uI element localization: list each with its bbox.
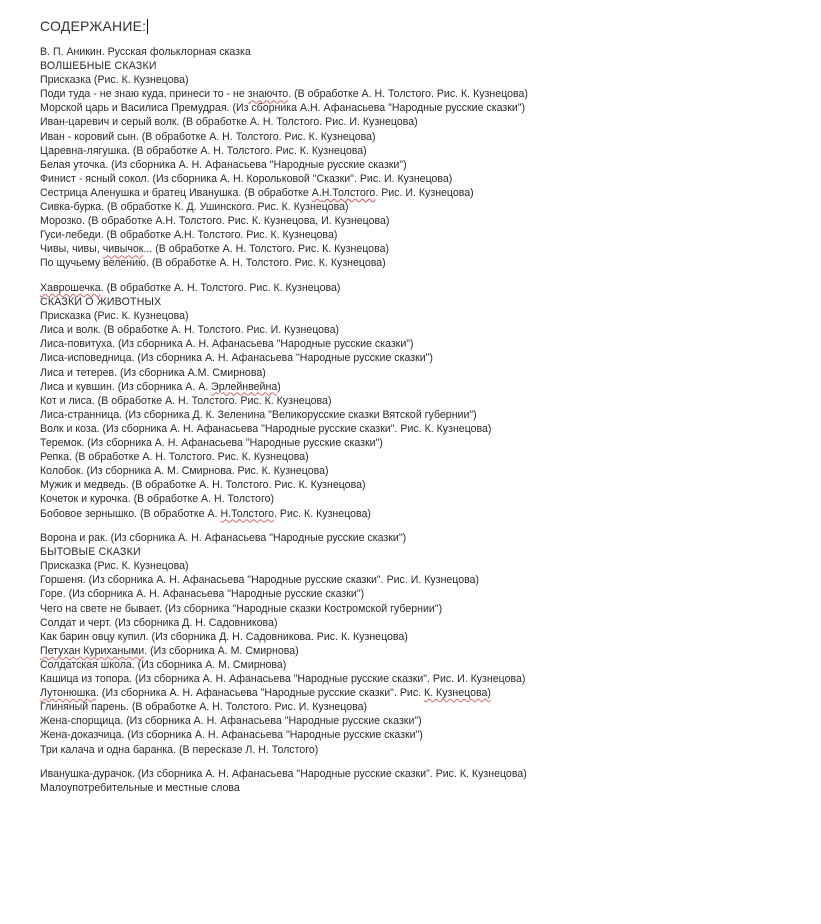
list-item: Лутонюшка. (Из сборника А. Н. Афанасьева "Народные русские сказки". Рис. К. Кузнецова) [40, 687, 491, 700]
list-item: Морской царь и Василиса Премудрая. (Из сборника А.Н. Афанасьева "Народные русские сказки") [40, 102, 526, 115]
page-title[interactable] [40, 16, 810, 37]
list-item: Солдатская школа. (Из сборника А. М. Смирнова) [40, 658, 287, 671]
list-item: Репка. (В обработке А. Н. Толстого. Рис. К. Кузнецова) [40, 451, 309, 464]
intro-line: В. П. Аникин. Русская фольклорная сказка [40, 46, 251, 58]
section-heading: ВОЛШЕБНЫЕ СКАЗКИ [40, 60, 157, 73]
list-item: Кот и лиса. (В обработке А. Н. Толстого. Рис. К. Кузнецова) [40, 394, 332, 407]
list-item: Три калача и одна баранка. (В пересказе Л. Н. Толстого) [40, 743, 319, 756]
section-heading: СКАЗКИ О ЖИВОТНЫХ [40, 296, 162, 309]
list-item: Колобок. (Из сборника А. М. Смирнова. Рис. К. Кузнецова) [40, 465, 329, 478]
list-item: Теремок. (Из сборника А. Н. Афанасьева "Народные русские сказки") [40, 437, 383, 450]
list-item: Бобовое зернышко. (В обработке А. Н.Толстого. Рис. К. Кузнецова) [40, 507, 371, 520]
list-item: Финист - ясный сокол. (Из сборника А. Н. Корольковой "Сказки". Рис. И. Кузнецова) [40, 172, 453, 185]
paragraph-gap [40, 757, 810, 768]
sections-container [40, 59, 810, 781]
list-item: Чего на свете не бывает. (Из сборника "Народные сказки Костромской губернии") [40, 602, 443, 615]
list-item: Морозко. (В обработке А.Н. Толстого. Рис. К. Кузнецова, И. Кузнецова) [40, 215, 390, 228]
list-item: Кашица из топора. (Из сборника А. Н. Афанасьева "Народные русские сказки". Рис. И. Кузнецова) [40, 673, 526, 686]
list-item: Присказка (Рис. К. Кузнецова) [40, 74, 189, 87]
section-heading: БЫТОВЫЕ СКАЗКИ [40, 546, 141, 559]
list-item: Иван-царевич и серый волк. (В обработке А. Н. Толстого. Рис. И. Кузнецова) [40, 116, 418, 129]
page-title-text: СОДЕРЖАНИЕ: [40, 18, 147, 34]
list-item: Царевна-лягушка. (В обработке А. Н. Толстого. Рис. К. Кузнецова) [40, 144, 367, 157]
list-item: Иванушка-дурачок. (Из сборника А. Н. Афанасьева "Народные русские сказки". Рис. К. Кузнецова) [40, 768, 527, 781]
list-item: Поди туда - не знаю куда, принеси то - не знаючто. (В обработке А. Н. Толстого. Рис. К. Кузнецова) [40, 88, 528, 101]
list-item: Петухан Курихаными. (Из сборника А. М. Смирнова) [40, 644, 299, 657]
list-item: Присказка (Рис. К. Кузнецова) [40, 310, 189, 323]
list-item: Сивка-бурка. (В обработке К. Д. Ушинского. Рис. К. Кузнецова) [40, 201, 349, 214]
list-item: Гуси-лебеди. (В обработке А.Н. Толстого. Рис. К. Кузнецова) [40, 229, 338, 242]
list-item: Хаврошечка. (В обработке А. Н. Толстого. Рис. К. Кузнецова) [40, 282, 341, 294]
text-cursor [147, 19, 148, 34]
list-item: Присказка (Рис. К. Кузнецова) [40, 560, 189, 573]
list-item: Лиса-повитуха. (Из сборника А. Н. Афанасьева "Народные русские сказки") [40, 338, 414, 351]
document-page [40, 16, 810, 795]
footer-line: Малоупотребительные и местные слова [40, 782, 240, 795]
list-item: Глиняный парень. (В обработке А. Н. Толстого. Рис. И. Кузнецова) [40, 701, 368, 714]
list-item: Волк и коза. (Из сборника А. Н. Афанасьева "Народные русские сказки". Рис. К. Кузнецова) [40, 422, 492, 435]
list-item: Как барин овцу купил. (Из сборника Д. Н. Садовникова. Рис. К. Кузнецова) [40, 630, 408, 643]
list-item: Лиса-странница. (Из сборника Д. К. Зеленина "Великорусские сказки Вятской губернии") [40, 408, 477, 421]
paragraph-gap [40, 271, 810, 282]
list-item: Иван - коровий сын. (В обработке А. Н. Толстого. Рис. К. Кузнецова) [40, 130, 376, 143]
list-item: По щучьему велению. (В обработке А. Н. Толстого. Рис. К. Кузнецова) [40, 257, 386, 270]
list-item: Лиса-исповедница. (Из сборника А. Н. Афанасьева "Народные русские сказки") [40, 352, 433, 365]
list-item: Лиса и кувшин. (Из сборника А. А. Эрлейнвейна) [40, 380, 281, 393]
list-item: Кочеток и курочка. (В обработке А. Н. Толстого) [40, 493, 274, 506]
list-item: Белая уточка. (Из сборника А. Н. Афанасьева "Народные русские сказки") [40, 158, 407, 171]
list-item: Лиса и тетерев. (Из сборника А.М. Смирнова) [40, 366, 266, 379]
list-item: Горшеня. (Из сборника А. Н. Афанасьева "Народные русские сказки". Рис. И. Кузнецова) [40, 574, 480, 587]
list-item: Жена-доказчица. (Из сборника А. Н. Афанасьева "Народные русские сказки") [40, 729, 423, 742]
contents-list [40, 45, 810, 795]
list-item: Чивы, чивы, чивычок... (В обработке А. Н. Толстого. Рис. К. Кузнецова) [40, 243, 390, 256]
list-item: Солдат и черт. (Из сборника Д. Н. Садовникова) [40, 616, 278, 629]
paragraph-gap [40, 521, 810, 532]
list-item: Горе. (Из сборника А. Н. Афанасьева "Народные русские сказки") [40, 588, 365, 601]
list-item: Мужик и медведь. (В обработке А. Н. Толстого. Рис. К. Кузнецова) [40, 479, 366, 492]
list-item: Лиса и волк. (В обработке А. Н. Толстого. Рис. И. Кузнецова) [40, 324, 339, 337]
list-item: Ворона и рак. (Из сборника А. Н. Афанасьева "Народные русские сказки") [40, 532, 407, 545]
list-item: Сестрица Аленушка и братец Иванушка. (В обработке А.Н.Толстого. Рис. И. Кузнецова) [40, 186, 474, 199]
list-item: Жена-спорщица. (Из сборника А. Н. Афанасьева "Народные русские сказки") [40, 715, 422, 728]
